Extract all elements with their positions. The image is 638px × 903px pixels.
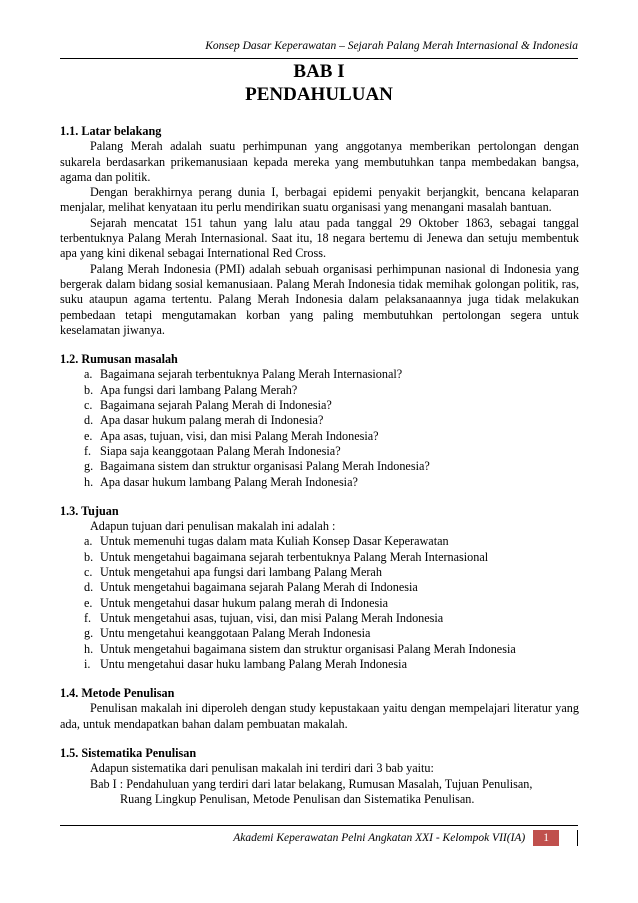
chapter-number: BAB I: [293, 61, 345, 82]
list-item: e. Apa asas, tujuan, visi, dan misi Palang Merah Indonesia?: [84, 428, 379, 443]
list-item: g. Untu mengetahui keanggotaan Palang Merah Indonesia: [84, 626, 371, 641]
running-header: Konsep Dasar Keperawatan – Sejarah Palang Merah Internasional & Indonesia: [205, 40, 578, 52]
list-item: h. Untuk mengetahui bagaimana sistem dan struktur organisasi Palang Merah Indonesia: [84, 641, 516, 656]
list-item: d. Apa dasar hukum palang merah di Indonesia?: [84, 413, 324, 428]
list-item: c. Bagaimana sejarah Palang Merah di Indonesia?: [84, 398, 332, 413]
list-item: i. Untu mengetahui dasar huku lambang Palang Merah Indonesia: [84, 656, 407, 671]
list-item: d. Untuk mengetahui bagaimana sejarah Palang Merah di Indonesia: [84, 580, 418, 595]
list-item: h. Apa dasar hukum lambang Palang Merah Indonesia?: [84, 474, 358, 489]
sistematika-intro: Adapun sistematika dari penulisan makalah ini terdiri dari 3 bab yaitu:: [90, 761, 434, 776]
bab-entry-continued: Ruang Lingkup Penulisan, Metode Penulisan dan Sistematika Penulisan.: [120, 791, 475, 806]
tujuan-intro: Adapun tujuan dari penulisan makalah ini adalah :: [90, 519, 336, 534]
paragraph: Sejarah mencatat 151 tahun yang lalu atau pada tanggal 29 Oktober 1863, sebagai tanggal terbentuknya Palang Merah Internasional. Saat itu, 18 negara bertemu di Jenewa dan setuju membentuk apa yang kini dikenal sebagai International Red Cross.: [60, 215, 579, 261]
list-item: g. Bagaimana sistem dan struktur organisasi Palang Merah Indonesia?: [84, 459, 430, 474]
chapter-name: PENDAHULUAN: [245, 84, 393, 105]
list-item: a. Bagaimana sejarah terbentuknya Palang Merah Internasional?: [84, 367, 403, 382]
footer-divider: [577, 830, 578, 846]
list-item: e. Untuk mengetahui dasar hukum palang merah di Indonesia: [84, 595, 389, 610]
bab-entry: Bab I : Pendahuluan yang terdiri dari latar belakang, Rumusan Masalah, Tujuan Penulisan,: [90, 776, 533, 791]
footer-text: Akademi Keperawatan Pelni Angkatan XXI - Kelompok VII(IA): [233, 832, 526, 844]
paragraph: Palang Merah adalah suatu perhimpunan yang anggotanya memberikan pertolongan dengan sukarela berdasarkan prikemanusiaan kepada mereka yang membutuhkan tanpa membedakan bangsa, agama dan politik.: [60, 139, 579, 184]
chapter-title: [0, 60, 638, 106]
paragraph: Palang Merah Indonesia (PMI) adalah sebuah organisasi perhimpunan nasional di Indonesia yang bergerak dalam bidang sosial kemanusiaan. Palang Merah Indonesia tidak memihak golongan politik, ras, suku ataupun agama tertentu. Palang Merah Indonesia dalam pelaksanaannya juga tidak melakukan pembedaan tetapi mengutamakan korban yang paling membutuhkan pertolongan segera untuk keselamatan jiwanya.: [60, 261, 579, 337]
header-rule: [60, 58, 578, 59]
rumusan-list: [60, 367, 579, 489]
running-footer: [60, 830, 578, 846]
section-heading-tujuan: 1.3. Tujuan: [60, 503, 119, 518]
paragraph: Penulisan makalah ini diperoleh dengan study kepustakaan yaitu dengan mempelajari literatur yang ada, untuk mendapatkan bahan dalam pembuatan makalah.: [60, 701, 579, 731]
list-item: f. Siapa saja keanggotaan Palang Merah Indonesia?: [84, 443, 341, 458]
section-heading-rumusan-masalah: 1.2. Rumusan masalah: [60, 352, 178, 367]
document-body: [60, 124, 579, 807]
list-item: f. Untuk mengetahui asas, tujuan, visi, dan misi Palang Merah Indonesia: [84, 610, 444, 625]
page-number: 1: [533, 830, 559, 846]
section-heading-metode-penulisan: 1.4. Metode Penulisan: [60, 686, 175, 701]
section-heading-latar-belakang: 1.1. Latar belakang: [60, 124, 162, 138]
section-heading-sistematika-penulisan: 1.5. Sistematika Penulisan: [60, 745, 197, 760]
list-item: a. Untuk memenuhi tugas dalam mata Kuliah Konsep Dasar Keperawatan: [84, 534, 449, 549]
paragraph: Dengan berakhirnya perang dunia I, berbagai epidemi penyakit berjangkit, bencana kelaparan menjalar, melihat kenyataan itu perlu mendirikan suatu organisasi yang menangani masalah bantuan.: [60, 185, 579, 215]
list-item: b. Apa fungsi dari lambang Palang Merah?: [84, 382, 298, 397]
tujuan-list: [60, 534, 579, 672]
list-item: c. Untuk mengetahui apa fungsi dari lambang Palang Merah: [84, 565, 382, 580]
list-item: b. Untuk mengetahui bagaimana sejarah terbentuknya Palang Merah Internasional: [84, 549, 489, 564]
footer-rule: [60, 825, 578, 826]
